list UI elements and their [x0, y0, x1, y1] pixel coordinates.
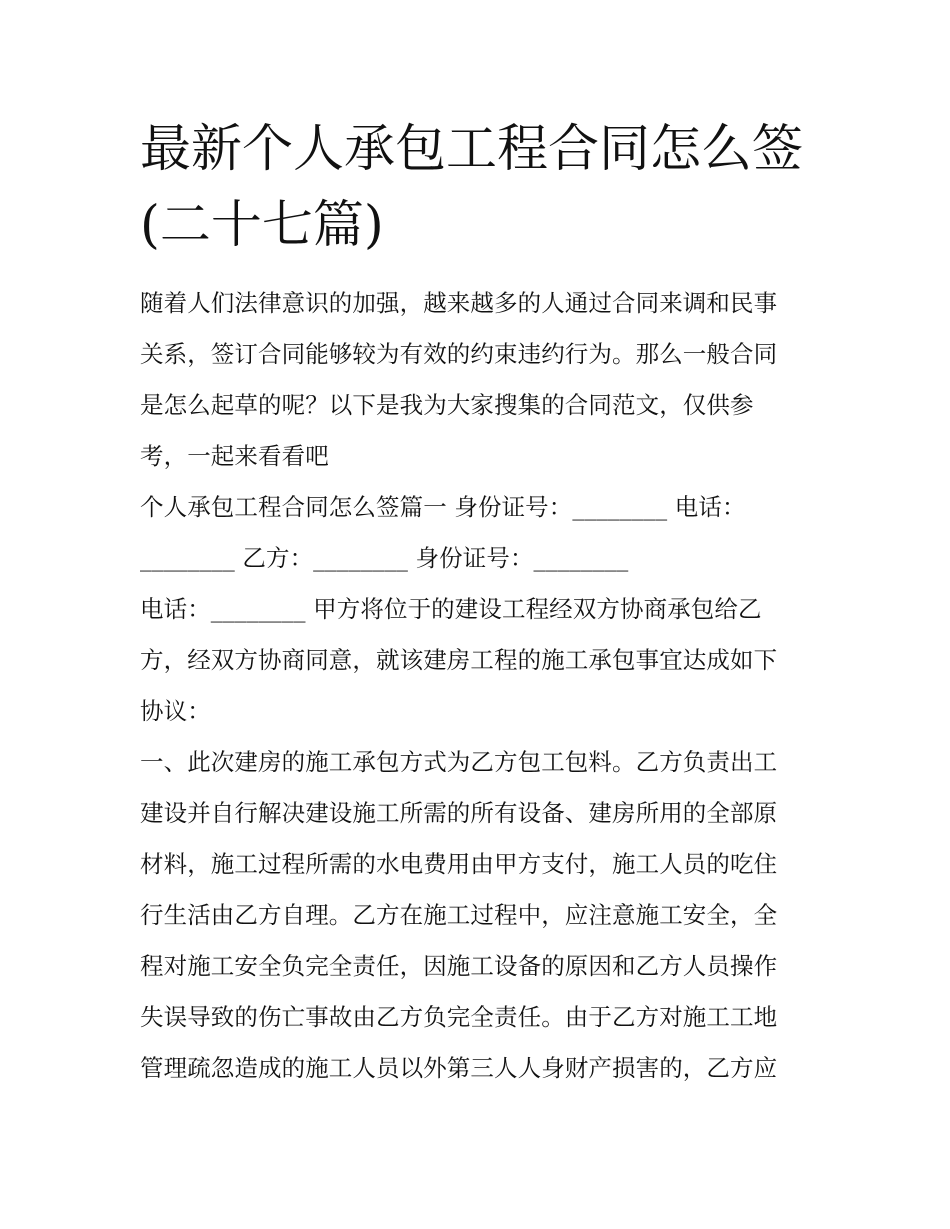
body-line: 协议： [140, 697, 211, 725]
body-line: 程对施工安全负完全责任，因施工设备的原因和乙方人员操作 [140, 952, 778, 980]
document-title [140, 112, 830, 264]
body-line: 方，经双方协商同意，就该建房工程的施工承包事宜达成如下 [140, 646, 778, 674]
body-line: 管理疏忽造成的施工人员以外第三人人身财产损害的，乙方应 [140, 1054, 778, 1082]
body-line: 电话：________ 甲方将位于的建设工程经双方协商承包给乙 [140, 595, 762, 623]
body-line: 考，一起来看看吧 [140, 442, 329, 470]
body-line: 关系，签订合同能够较为有效的约束违约行为。那么一般合同 [140, 340, 778, 368]
title-line-1: 最新个人承包工程合同怎么签 [140, 120, 804, 179]
document-body [140, 278, 814, 1094]
body-line: 行生活由乙方自理。乙方在施工过程中，应注意施工安全，全 [140, 901, 778, 929]
body-line: 随着人们法律意识的加强，越来越多的人通过合同来调和民事 [140, 289, 778, 317]
body-line: 材料，施工过程所需的水电费用由甲方支付，施工人员的吃住 [140, 850, 778, 878]
body-line: 是怎么起草的呢？以下是我为大家搜集的合同范文，仅供参 [140, 391, 754, 419]
title-line-2: (二十七篇) [140, 196, 384, 255]
body-line: 一、此次建房的施工承包方式为乙方包工包料。乙方负责出工 [140, 748, 778, 776]
body-line: 失误导致的伤亡事故由乙方负完全责任。由于乙方对施工工地 [140, 1003, 778, 1031]
body-line: 建设并自行解决建设施工所需的所有设备、建房所用的全部原 [140, 799, 778, 827]
body-line: ________ 乙方：________ 身份证号：________ [140, 544, 629, 572]
body-line: 个人承包工程合同怎么签篇一 身份证号：________ 电话： [140, 493, 746, 521]
